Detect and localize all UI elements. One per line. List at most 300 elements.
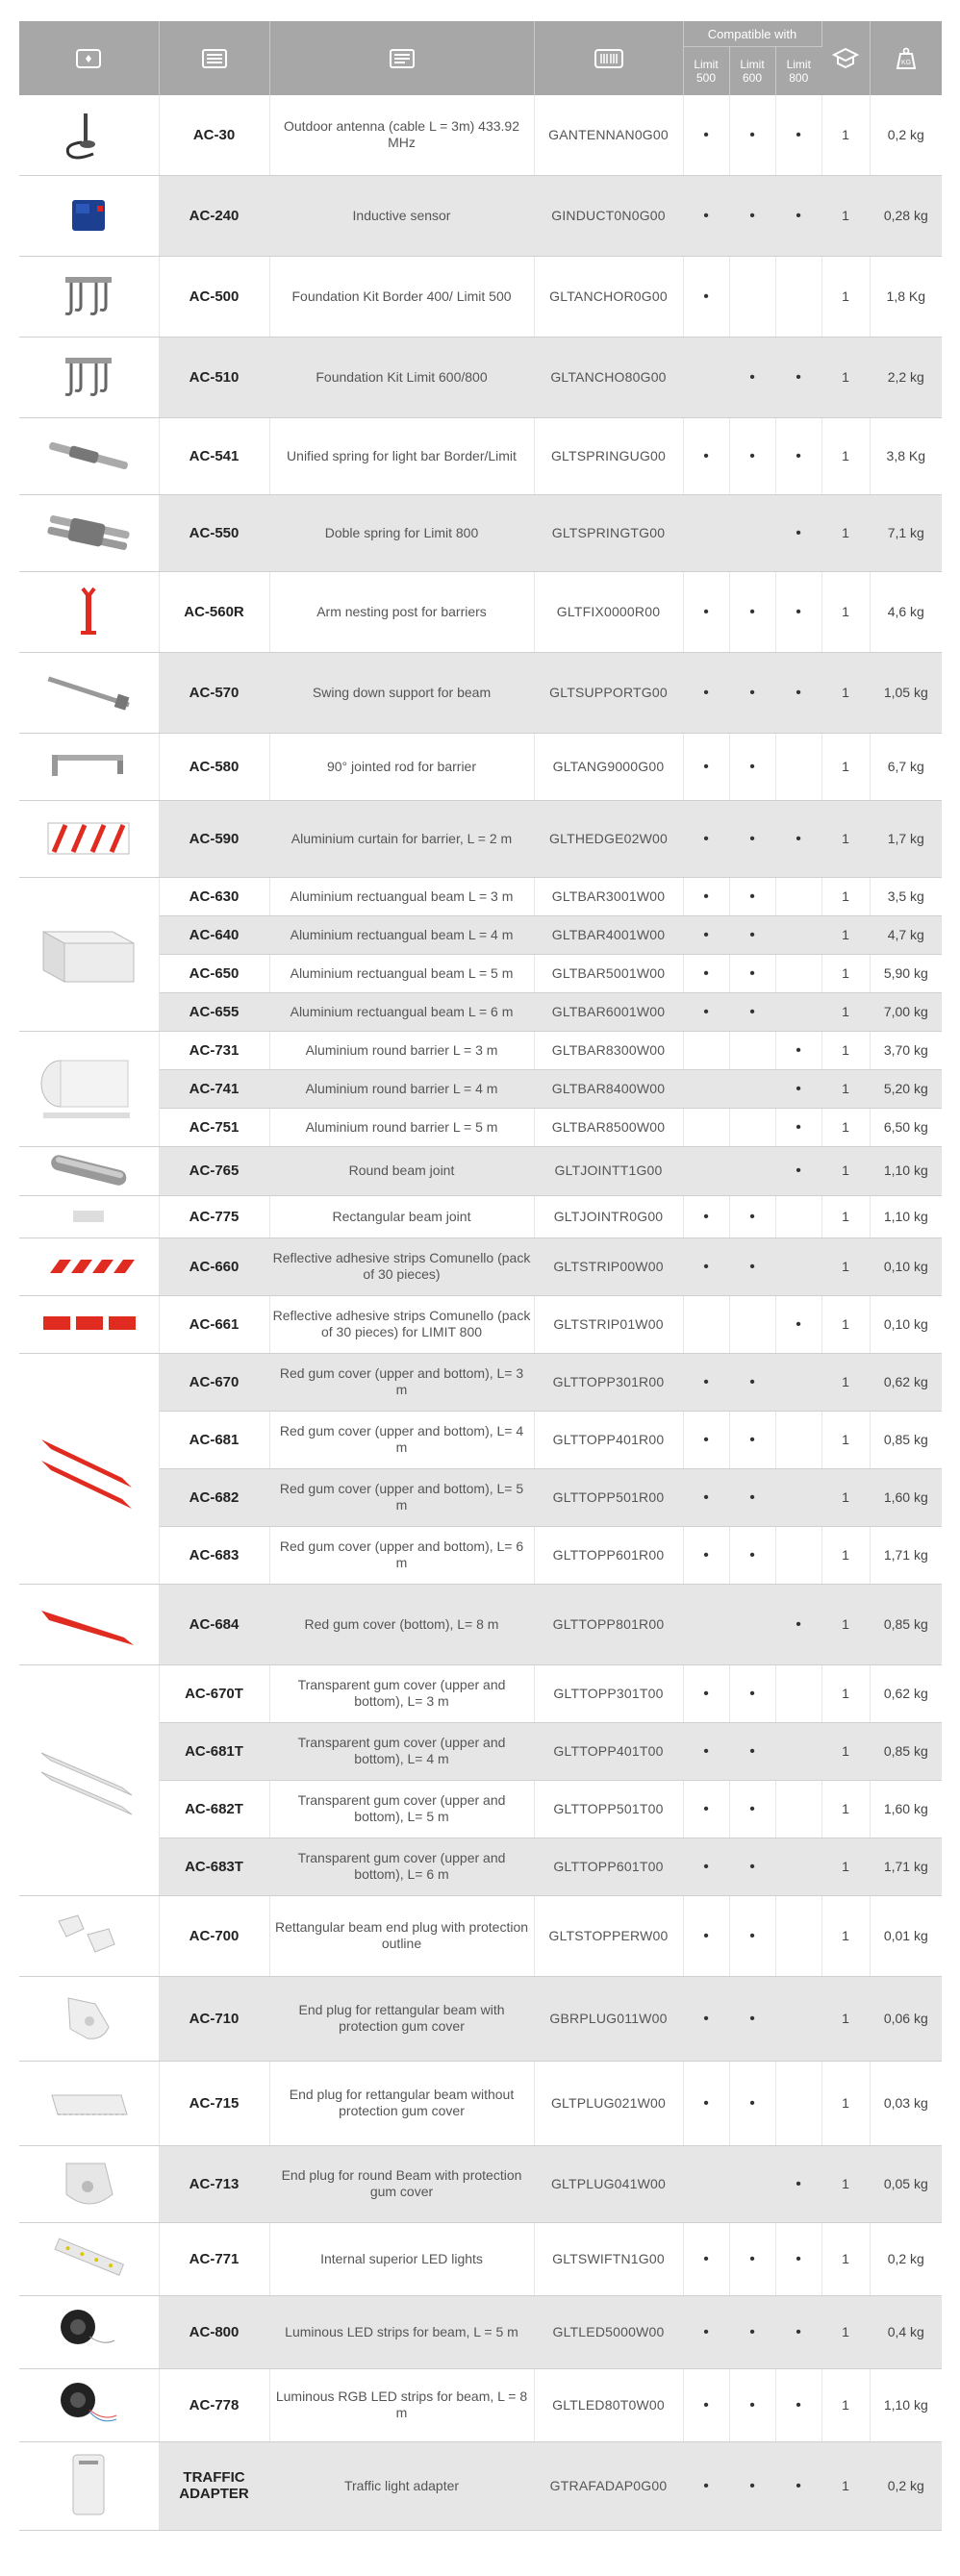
table-row xyxy=(19,1895,942,1976)
product-description: Aluminium round barrier L = 4 m xyxy=(269,1069,534,1108)
product-code: AC-741 xyxy=(159,1069,269,1108)
product-ean: GLTTOPP501T00 xyxy=(534,1780,683,1838)
product-weight: 0,2 kg xyxy=(870,2222,942,2295)
product-description: Red gum cover (upper and bottom), L= 5 m xyxy=(269,1468,534,1526)
limit-800-compat: • xyxy=(775,2368,821,2441)
round-end-plug-image xyxy=(19,2145,159,2222)
traffic-adapter-image xyxy=(19,2441,159,2530)
product-quantity: 1 xyxy=(821,2222,870,2295)
barcode-icon xyxy=(594,49,623,68)
reflective-strips-800-image xyxy=(19,1295,159,1353)
limit-600-compat xyxy=(729,1146,775,1195)
table-row xyxy=(19,733,942,800)
limit-800-compat: • xyxy=(775,175,821,256)
limit-500-compat: • xyxy=(683,652,729,733)
rectangular-beam-image xyxy=(19,877,159,1031)
product-code: AC-715 xyxy=(159,2061,269,2145)
limit-500-compat: • xyxy=(683,1411,729,1468)
limit-800-compat xyxy=(775,1238,821,1295)
product-code: AC-681T xyxy=(159,1722,269,1780)
product-code: AC-683T xyxy=(159,1838,269,1895)
product-quantity: 1 xyxy=(821,1411,870,1468)
limit-600-compat: • xyxy=(729,1353,775,1411)
product-ean: GLTTOPP301R00 xyxy=(534,1353,683,1411)
product-ean: GLTLED5000W00 xyxy=(534,2295,683,2368)
table-row xyxy=(19,2145,942,2222)
product-ean: GLTANCHOR0G00 xyxy=(534,256,683,337)
product-quantity: 1 xyxy=(821,1295,870,1353)
aluminium-curtain-image xyxy=(19,800,159,877)
limit-600-compat: • xyxy=(729,417,775,494)
product-quantity: 1 xyxy=(821,2295,870,2368)
product-weight: 0,85 kg xyxy=(870,1411,942,1468)
product-ean: GLTPLUG021W00 xyxy=(534,2061,683,2145)
product-quantity: 1 xyxy=(821,1238,870,1295)
product-quantity: 1 xyxy=(821,1468,870,1526)
product-ean: GLTSUPPORTG00 xyxy=(534,652,683,733)
swing-support-image xyxy=(19,652,159,733)
accessories-table xyxy=(19,21,942,2531)
product-quantity: 1 xyxy=(821,2145,870,2222)
product-weight: 7,00 kg xyxy=(870,992,942,1031)
product-weight: 1,8 Kg xyxy=(870,256,942,337)
limit-600-compat: • xyxy=(729,1895,775,1976)
round-beam-image xyxy=(19,1031,159,1146)
limit-800-compat xyxy=(775,1722,821,1780)
limit-600-compat: • xyxy=(729,1722,775,1780)
table-row xyxy=(19,337,942,417)
weight-icon-text: KG xyxy=(900,59,911,66)
limit-600-compat: • xyxy=(729,95,775,175)
limit-500-compat: • xyxy=(683,1238,729,1295)
limit-600-compat: • xyxy=(729,2061,775,2145)
product-quantity: 1 xyxy=(821,571,870,652)
product-weight: 3,8 Kg xyxy=(870,417,942,494)
limit-500-compat: • xyxy=(683,1664,729,1722)
product-weight: 0,62 kg xyxy=(870,1664,942,1722)
product-weight: 1,7 kg xyxy=(870,800,942,877)
limit-800-compat: • xyxy=(775,2222,821,2295)
limit-500-compat: • xyxy=(683,1838,729,1895)
product-code: AC-630 xyxy=(159,877,269,915)
limit-500-header: Limit 500 xyxy=(683,47,729,96)
red-gum-cover-image xyxy=(19,1353,159,1584)
limit-600-compat: • xyxy=(729,1838,775,1895)
product-weight: 1,60 kg xyxy=(870,1780,942,1838)
product-quantity: 1 xyxy=(821,1780,870,1838)
limit-500-compat: • xyxy=(683,992,729,1031)
product-ean: GLTSTRIP00W00 xyxy=(534,1238,683,1295)
product-description: Unified spring for light bar Border/Limit xyxy=(269,417,534,494)
table-row xyxy=(19,1664,942,1722)
limit-500-compat: • xyxy=(683,175,729,256)
product-description: Reflective adhesive strips Comunello (pack of 30 pieces) for LIMIT 800 xyxy=(269,1295,534,1353)
product-quantity: 1 xyxy=(821,494,870,571)
limit-800-compat: • xyxy=(775,571,821,652)
product-ean: GLTSTOPPERW00 xyxy=(534,1895,683,1976)
product-weight: 0,85 kg xyxy=(870,1584,942,1664)
product-ean: GLTTOPP601R00 xyxy=(534,1526,683,1584)
limit-600-compat xyxy=(729,1069,775,1108)
product-description: Red gum cover (bottom), L= 8 m xyxy=(269,1584,534,1664)
product-ean: GLTBAR8300W00 xyxy=(534,1031,683,1069)
limit-600-compat: • xyxy=(729,337,775,417)
description-list-icon xyxy=(390,49,415,68)
table-row xyxy=(19,1195,942,1238)
ean-column-header xyxy=(534,21,683,95)
limit-800-compat xyxy=(775,733,821,800)
limit-600-compat: • xyxy=(729,2295,775,2368)
led-strip-image xyxy=(19,2295,159,2368)
product-ean: GLTJOINTR0G00 xyxy=(534,1195,683,1238)
limit-600-compat: • xyxy=(729,175,775,256)
product-weight: 0,28 kg xyxy=(870,175,942,256)
limit-800-compat: • xyxy=(775,95,821,175)
product-description: Aluminium curtain for barrier, L = 2 m xyxy=(269,800,534,877)
limit-500-compat: • xyxy=(683,1353,729,1411)
product-ean: GLTBAR5001W00 xyxy=(534,954,683,992)
product-quantity: 1 xyxy=(821,175,870,256)
product-quantity: 1 xyxy=(821,1895,870,1976)
product-quantity: 1 xyxy=(821,1526,870,1584)
product-ean: GBRPLUG011W00 xyxy=(534,1976,683,2061)
product-description: Aluminium rectuangual beam L = 4 m xyxy=(269,915,534,954)
limit-800-compat: • xyxy=(775,1031,821,1069)
product-code: AC-700 xyxy=(159,1895,269,1976)
limit-500-compat: • xyxy=(683,1526,729,1584)
product-ean: GLTTOPP401R00 xyxy=(534,1411,683,1468)
limit-800-compat xyxy=(775,1195,821,1238)
product-description: Transparent gum cover (upper and bottom), L= 5 m xyxy=(269,1780,534,1838)
table-row xyxy=(19,877,942,915)
table-row xyxy=(19,1295,942,1353)
limit-800-compat xyxy=(775,954,821,992)
product-code: AC-30 xyxy=(159,95,269,175)
product-description: Arm nesting post for barriers xyxy=(269,571,534,652)
limit-600-compat xyxy=(729,1031,775,1069)
table-row xyxy=(19,571,942,652)
product-ean: GLTANG9000G00 xyxy=(534,733,683,800)
product-weight: 1,10 kg xyxy=(870,2368,942,2441)
table-row xyxy=(19,2368,942,2441)
product-code: AC-778 xyxy=(159,2368,269,2441)
product-weight: 5,20 kg xyxy=(870,1069,942,1108)
limit-500-compat xyxy=(683,1295,729,1353)
product-ean: GLTTOPP401T00 xyxy=(534,1722,683,1780)
limit-600-compat: • xyxy=(729,733,775,800)
product-code: AC-660 xyxy=(159,1238,269,1295)
product-quantity: 1 xyxy=(821,1976,870,2061)
description-column-header xyxy=(269,21,534,95)
product-weight: 0,06 kg xyxy=(870,1976,942,2061)
table-row xyxy=(19,1146,942,1195)
product-quantity: 1 xyxy=(821,652,870,733)
product-code: AC-550 xyxy=(159,494,269,571)
limit-500-compat xyxy=(683,2145,729,2222)
product-description: Red gum cover (upper and bottom), L= 4 m xyxy=(269,1411,534,1468)
product-description: Round beam joint xyxy=(269,1146,534,1195)
limit-800-compat xyxy=(775,992,821,1031)
table-row xyxy=(19,175,942,256)
product-code: AC-670T xyxy=(159,1664,269,1722)
limit-500-compat: • xyxy=(683,95,729,175)
double-spring-image xyxy=(19,494,159,571)
product-description: Foundation Kit Limit 600/800 xyxy=(269,337,534,417)
image-icon xyxy=(76,49,101,68)
product-code: AC-661 xyxy=(159,1295,269,1353)
limit-500-compat xyxy=(683,337,729,417)
product-description: Aluminium rectuangual beam L = 6 m xyxy=(269,992,534,1031)
product-description: Luminous LED strips for beam, L = 5 m xyxy=(269,2295,534,2368)
limit-600-compat: • xyxy=(729,2441,775,2530)
limit-800-header: Limit 800 xyxy=(775,47,821,96)
product-weight: 3,70 kg xyxy=(870,1031,942,1069)
product-quantity: 1 xyxy=(821,1108,870,1146)
table-row xyxy=(19,1353,942,1411)
product-code: AC-640 xyxy=(159,915,269,954)
product-quantity: 1 xyxy=(821,417,870,494)
limit-500-compat xyxy=(683,1584,729,1664)
limit-500-compat: • xyxy=(683,1780,729,1838)
table-row xyxy=(19,2061,942,2145)
product-ean: GLTTOPP501R00 xyxy=(534,1468,683,1526)
weight-column-header xyxy=(870,21,942,95)
limit-600-compat: • xyxy=(729,1238,775,1295)
product-weight: 1,71 kg xyxy=(870,1838,942,1895)
table-row xyxy=(19,1584,942,1664)
product-quantity: 1 xyxy=(821,1584,870,1664)
inductive-sensor-image xyxy=(19,175,159,256)
product-description: Outdoor antenna (cable L = 3m) 433.92 MHz xyxy=(269,95,534,175)
product-quantity: 1 xyxy=(821,1838,870,1895)
limit-500-compat: • xyxy=(683,915,729,954)
limit-500-compat: • xyxy=(683,733,729,800)
product-code: AC-541 xyxy=(159,417,269,494)
limit-800-compat: • xyxy=(775,2441,821,2530)
limit-800-compat: • xyxy=(775,494,821,571)
limit-600-compat: • xyxy=(729,800,775,877)
product-quantity: 1 xyxy=(821,1069,870,1108)
product-description: Transparent gum cover (upper and bottom), L= 3 m xyxy=(269,1664,534,1722)
product-quantity: 1 xyxy=(821,1195,870,1238)
product-description: Inductive sensor xyxy=(269,175,534,256)
product-weight: 0,85 kg xyxy=(870,1722,942,1780)
limit-800-compat: • xyxy=(775,652,821,733)
product-quantity: 1 xyxy=(821,1146,870,1195)
limit-500-compat: • xyxy=(683,2368,729,2441)
product-description: End plug for rettangular beam with protection gum cover xyxy=(269,1976,534,2061)
product-code: AC-684 xyxy=(159,1584,269,1664)
product-code: TRAFFIC ADAPTER xyxy=(159,2441,269,2530)
product-weight: 4,6 kg xyxy=(870,571,942,652)
limit-800-compat xyxy=(775,877,821,915)
product-code: AC-771 xyxy=(159,2222,269,2295)
product-weight: 7,1 kg xyxy=(870,494,942,571)
quantity-column-header xyxy=(821,21,870,95)
product-code: AC-655 xyxy=(159,992,269,1031)
product-description: Red gum cover (upper and bottom), L= 6 m xyxy=(269,1526,534,1584)
product-ean: GTRAFADAP0G00 xyxy=(534,2441,683,2530)
product-quantity: 1 xyxy=(821,992,870,1031)
limit-600-compat: • xyxy=(729,954,775,992)
limit-500-compat: • xyxy=(683,1976,729,2061)
limit-500-compat: • xyxy=(683,256,729,337)
table-row xyxy=(19,1031,942,1069)
product-code: AC-650 xyxy=(159,954,269,992)
limit-800-compat: • xyxy=(775,1584,821,1664)
product-quantity: 1 xyxy=(821,915,870,954)
limit-500-compat xyxy=(683,1108,729,1146)
limit-500-compat: • xyxy=(683,877,729,915)
limit-600-compat xyxy=(729,256,775,337)
image-column-header xyxy=(19,21,159,95)
product-code: AC-560R xyxy=(159,571,269,652)
product-code: AC-751 xyxy=(159,1108,269,1146)
led-light-image xyxy=(19,2222,159,2295)
product-ean: GLTJOINTT1G00 xyxy=(534,1146,683,1195)
limit-600-compat: • xyxy=(729,1976,775,2061)
product-quantity: 1 xyxy=(821,337,870,417)
product-description: Internal superior LED lights xyxy=(269,2222,534,2295)
limit-500-compat: • xyxy=(683,2061,729,2145)
package-icon xyxy=(832,47,859,70)
reflective-strips-image xyxy=(19,1238,159,1295)
limit-600-compat: • xyxy=(729,1664,775,1722)
product-weight: 0,01 kg xyxy=(870,1895,942,1976)
code-column-header xyxy=(159,21,269,95)
table-row xyxy=(19,2295,942,2368)
limit-600-compat: • xyxy=(729,2222,775,2295)
limit-500-compat xyxy=(683,494,729,571)
product-weight: 0,62 kg xyxy=(870,1353,942,1411)
limit-500-compat: • xyxy=(683,954,729,992)
limit-600-compat: • xyxy=(729,652,775,733)
product-description: Aluminium rectuangual beam L = 3 m xyxy=(269,877,534,915)
product-ean: GLTHEDGE02W00 xyxy=(534,800,683,877)
limit-600-compat xyxy=(729,2145,775,2222)
table-row xyxy=(19,652,942,733)
product-description: Rectangular beam joint xyxy=(269,1195,534,1238)
product-quantity: 1 xyxy=(821,95,870,175)
product-code: AC-713 xyxy=(159,2145,269,2222)
code-list-icon xyxy=(202,49,227,68)
limit-600-compat: • xyxy=(729,915,775,954)
limit-800-compat xyxy=(775,1468,821,1526)
limit-800-compat: • xyxy=(775,1069,821,1108)
limit-600-compat: • xyxy=(729,1411,775,1468)
rectangular-joint-image xyxy=(19,1195,159,1238)
antenna-image xyxy=(19,95,159,175)
product-description: Red gum cover (upper and bottom), L= 3 m xyxy=(269,1353,534,1411)
product-description: Traffic light adapter xyxy=(269,2441,534,2530)
limit-500-compat xyxy=(683,1031,729,1069)
foundation-kit-image xyxy=(19,337,159,417)
product-code: AC-240 xyxy=(159,175,269,256)
product-weight: 0,10 kg xyxy=(870,1295,942,1353)
product-weight: 4,7 kg xyxy=(870,915,942,954)
limit-800-compat: • xyxy=(775,417,821,494)
product-code: AC-731 xyxy=(159,1031,269,1069)
nesting-post-image xyxy=(19,571,159,652)
limit-800-compat: • xyxy=(775,337,821,417)
product-quantity: 1 xyxy=(821,800,870,877)
product-quantity: 1 xyxy=(821,1031,870,1069)
product-weight: 1,10 kg xyxy=(870,1146,942,1195)
limit-800-compat xyxy=(775,1353,821,1411)
limit-600-compat: • xyxy=(729,1195,775,1238)
end-plug-image xyxy=(19,1895,159,1976)
limit-600-compat xyxy=(729,1584,775,1664)
limit-600-compat xyxy=(729,1295,775,1353)
product-ean: GLTPLUG041W00 xyxy=(534,2145,683,2222)
limit-800-compat: • xyxy=(775,2145,821,2222)
limit-600-compat: • xyxy=(729,877,775,915)
product-quantity: 1 xyxy=(821,733,870,800)
limit-800-compat: • xyxy=(775,1108,821,1146)
table-row xyxy=(19,1238,942,1295)
limit-500-compat: • xyxy=(683,2222,729,2295)
product-ean: GLTBAR8500W00 xyxy=(534,1108,683,1146)
product-description: Aluminium round barrier L = 5 m xyxy=(269,1108,534,1146)
limit-600-header: Limit 600 xyxy=(729,47,775,96)
limit-500-compat: • xyxy=(683,571,729,652)
table-row xyxy=(19,2222,942,2295)
product-code: AC-670 xyxy=(159,1353,269,1411)
limit-500-compat: • xyxy=(683,1195,729,1238)
product-code: AC-570 xyxy=(159,652,269,733)
limit-800-compat: • xyxy=(775,2295,821,2368)
product-quantity: 1 xyxy=(821,256,870,337)
product-weight: 0,03 kg xyxy=(870,2061,942,2145)
product-weight: 1,60 kg xyxy=(870,1468,942,1526)
weight-icon xyxy=(895,47,918,70)
product-quantity: 1 xyxy=(821,2061,870,2145)
end-plug-gum-image xyxy=(19,1976,159,2061)
limit-800-compat xyxy=(775,915,821,954)
rgb-led-strip-image xyxy=(19,2368,159,2441)
product-weight: 1,05 kg xyxy=(870,652,942,733)
product-weight: 3,5 kg xyxy=(870,877,942,915)
product-weight: 0,05 kg xyxy=(870,2145,942,2222)
product-code: AC-510 xyxy=(159,337,269,417)
table-row xyxy=(19,95,942,175)
product-weight: 2,2 kg xyxy=(870,337,942,417)
product-description: Luminous RGB LED strips for beam, L = 8 m xyxy=(269,2368,534,2441)
product-description: Transparent gum cover (upper and bottom), L= 6 m xyxy=(269,1838,534,1895)
end-plug-no-gum-image xyxy=(19,2061,159,2145)
limit-600-compat xyxy=(729,494,775,571)
limit-600-compat: • xyxy=(729,2368,775,2441)
limit-500-compat: • xyxy=(683,1722,729,1780)
product-ean: GANTENNAN0G00 xyxy=(534,95,683,175)
limit-600-compat: • xyxy=(729,571,775,652)
product-description: End plug for rettangular beam without protection gum cover xyxy=(269,2061,534,2145)
jointed-rod-image xyxy=(19,733,159,800)
product-code: AC-710 xyxy=(159,1976,269,2061)
product-code: AC-681 xyxy=(159,1411,269,1468)
product-weight: 1,71 kg xyxy=(870,1526,942,1584)
product-description: Aluminium rectuangual beam L = 5 m xyxy=(269,954,534,992)
product-description: Aluminium round barrier L = 3 m xyxy=(269,1031,534,1069)
limit-800-compat xyxy=(775,1780,821,1838)
product-description: Transparent gum cover (upper and bottom), L= 4 m xyxy=(269,1722,534,1780)
accessories-table-body xyxy=(19,95,942,2530)
product-code: AC-683 xyxy=(159,1526,269,1584)
foundation-kit-image xyxy=(19,256,159,337)
product-quantity: 1 xyxy=(821,954,870,992)
limit-600-compat: • xyxy=(729,992,775,1031)
product-weight: 1,10 kg xyxy=(870,1195,942,1238)
